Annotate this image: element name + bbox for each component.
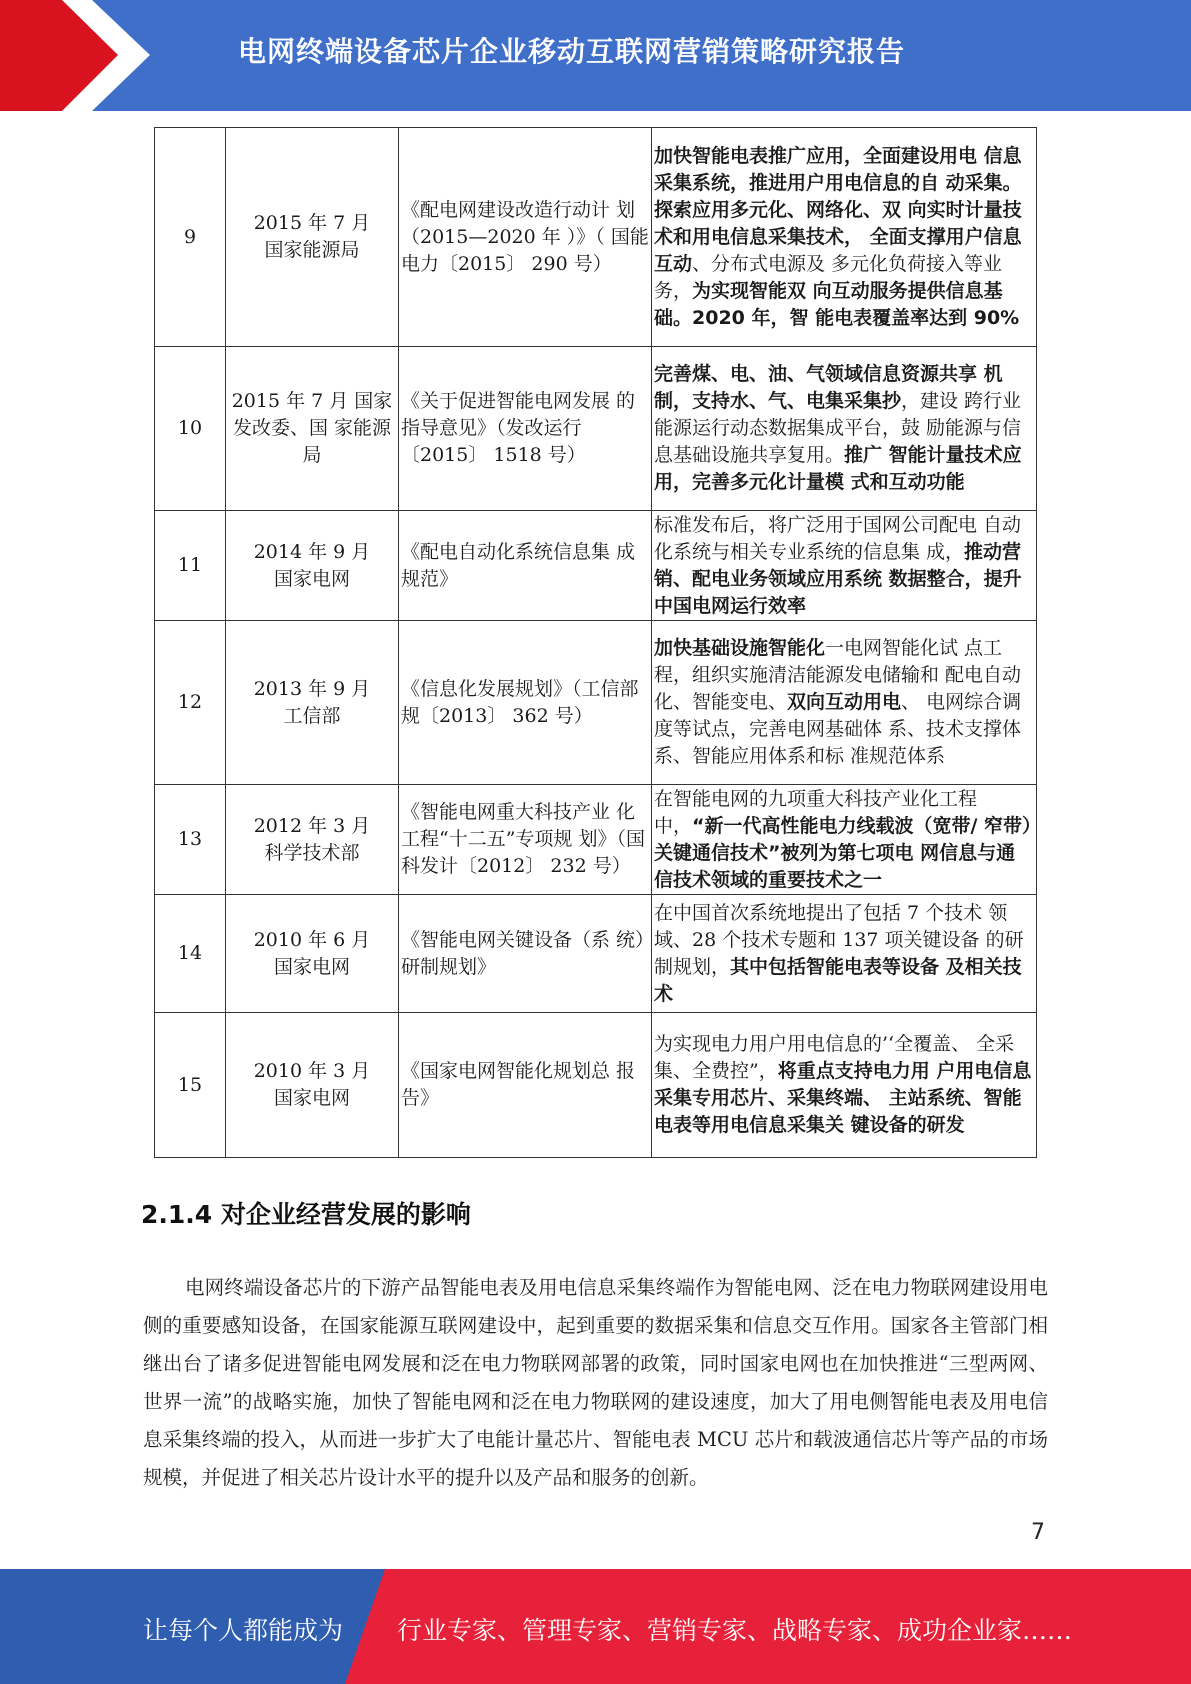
table-row xyxy=(155,1013,1037,1158)
desc-text: 推动营销、配电业务领域应用系统 数据整合，提升中国电网运行效率 xyxy=(654,540,1022,617)
row-date: 2015 年 7 月 国家发改委、国 家能源局 xyxy=(231,390,393,466)
row-number: 15 xyxy=(155,1013,226,1158)
footer-slogan-left: 让每个人都能成为 xyxy=(143,1616,344,1645)
row-issuer: 国家能源局 xyxy=(264,239,360,261)
section-heading: 2.1.4 对企业经营发展的影响 xyxy=(141,1200,471,1229)
header-arrow-decoration xyxy=(0,0,160,111)
desc-text: 在中国首次系统地提出了包括 7 个技术 领域、28 个技术专题和 137 项关键设备 的研制规划， xyxy=(654,901,1024,978)
desc-text: 推广 智能计量技术应用，完善多元化计量模 式和互动功能 xyxy=(654,444,1022,493)
row-issuer: 科学技术部 xyxy=(264,841,360,864)
row-date: 2010 年 6 月 xyxy=(253,928,371,951)
row-date-issuer xyxy=(226,347,399,511)
desc-text: 加快基础设施智能化 xyxy=(654,637,826,659)
row-issuer: 国家电网 xyxy=(273,567,350,590)
header-title: 电网终端设备芯片企业移动互联网营销策略研究报告 xyxy=(238,35,906,68)
row-document: 《信息化发展规划》（工信部规〔2013〕 362 号） xyxy=(399,621,652,785)
desc-text: ，建设 跨行业能源运行动态数据集成平台，鼓 励能源与信息基础设施共享复用。 xyxy=(654,390,1022,466)
row-document: 《国家电网智能化规划总 报告》 xyxy=(399,1013,652,1158)
row-number: 14 xyxy=(155,895,226,1013)
desc-text: 其中包括智能电表等设备 及相关技术 xyxy=(654,955,1022,1005)
row-number: 11 xyxy=(155,511,226,621)
row-date: 2014 年 9 月 xyxy=(253,540,371,563)
table-row xyxy=(155,785,1037,895)
row-date: 2012 年 3 月 xyxy=(253,814,371,837)
row-description xyxy=(652,347,1037,511)
row-description xyxy=(652,621,1037,785)
header-bar xyxy=(0,0,1191,111)
desc-text: 一电网智能化试 点工程，组织实施清洁能源发电储输和 配电自动化、智能变电、 xyxy=(654,637,1022,713)
table-row xyxy=(155,511,1037,621)
row-number: 13 xyxy=(155,785,226,895)
desc-text: 为实现智能双 向互动服务提供信息基础。2020 年，智 能电表覆盖率达到 90% xyxy=(654,279,1020,329)
page-number: 7 xyxy=(1031,1520,1045,1545)
desc-text: 、分布式电源及 多元化负荷接入等业务， xyxy=(654,252,1003,302)
row-date: 2013 年 9 月 xyxy=(253,677,371,700)
row-description xyxy=(652,511,1037,621)
desc-text: 完善煤、电、油、气领域信息资源共享 机制，支持水、气、电集采集抄 xyxy=(654,363,1003,412)
row-date: 2015 年 7 月 xyxy=(253,212,371,234)
desc-text: 为实现电力用户用电信息的’‘全覆盖、 全采集、全费控”， xyxy=(654,1033,1015,1082)
row-document: 《配电自动化系统信息集 成规范》 xyxy=(399,511,652,621)
desc-text: 在智能电网的九项重大科技产业化工程 中， xyxy=(654,787,978,837)
row-issuer: 国家电网 xyxy=(273,955,350,978)
desc-text: “新一代高性能电力线载波（宽带/ 窄带）关键通信技术”被列为第七项电 网信息与通信技术领域的重要技术之一 xyxy=(654,814,1032,891)
row-number: 10 xyxy=(155,347,226,511)
row-date-issuer xyxy=(226,895,399,1013)
row-document: 《配电网建设改造行动计 划（2015—2020 年 ）》（ 国能电力〔2015〕 290 号） xyxy=(399,128,652,347)
row-date-issuer xyxy=(226,128,399,347)
desc-text: 将重点支持电力用 户用电信息采集专用芯片、采集终端、 主站系统、智能电表等用电信息采集关 键设备的研发 xyxy=(654,1060,1032,1136)
desc-text: 、 电网综合调度等试点，完善电网基础体 系、技术支撑体系、智能应用体系和标 准规范体系 xyxy=(654,691,1022,767)
table-row xyxy=(155,621,1037,785)
row-number: 9 xyxy=(155,128,226,347)
row-document: 《智能电网关键设备（系 统）研制规划》 xyxy=(399,895,652,1013)
table-row xyxy=(155,895,1037,1013)
footer-slogan-right: 行业专家、管理专家、营销专家、战略专家、成功企业家…… xyxy=(397,1616,1073,1645)
row-issuer: 国家电网 xyxy=(273,1087,350,1109)
row-document: 《智能电网重大科技产业 化工程“十二五”专项规 划》（国科发计〔2012〕 232 号） xyxy=(399,785,652,895)
row-number: 12 xyxy=(155,621,226,785)
body-paragraph: 电网终端设备芯片的下游产品智能电表及用电信息采集终端作为智能电网、泛在电力物联网建设用电侧的重要感知设备，在国家能源互联网建设中，起到重要的数据采集和信息交互作用。国家各主管部门相继出台了诸多促进智能电网发展和泛在电力物联网部署的政策，同时国家电网也在加快推进“三型两网、世界一流”的战略实施，加快了智能电网和泛在电力物联网的建设速度，加大了用电侧智能电表及用电信息采集终端的投入，从而进一步扩大了电能计量芯片、智能电表 MCU 芯片和载波通信芯片等产品的市场规模，并促进了相关芯片设计水平的提升以及产品和服务的创新。 xyxy=(143,1276,1048,1489)
table-row xyxy=(155,128,1037,347)
row-document: 《关于促进智能电网发展 的指导意见》（发改运行〔2015〕 1518 号） xyxy=(399,347,652,511)
desc-text: 标准发布后，将广泛用于国网公司配电 自动化系统与相关专业系统的信息集 成， xyxy=(654,513,1022,563)
desc-text: 双向互动用电 xyxy=(787,691,902,713)
row-description xyxy=(652,128,1037,347)
row-date-issuer xyxy=(226,785,399,895)
table-row xyxy=(155,347,1037,511)
row-date: 2010 年 3 月 xyxy=(253,1060,371,1082)
row-description xyxy=(652,895,1037,1013)
row-date-issuer xyxy=(226,1013,399,1158)
row-description xyxy=(652,785,1037,895)
row-date-issuer xyxy=(226,621,399,785)
desc-text: 加快智能电表推广应用，全面建设用电 信息采集系统，推进用户用电信息的自 动采集。探索应用多元化、网络化、双 向实时计量技术和用电信息采集技术， 全面支撑用户信息互动 xyxy=(654,144,1022,275)
policy-table xyxy=(154,127,1037,1158)
row-description xyxy=(652,1013,1037,1158)
row-date-issuer xyxy=(226,511,399,621)
row-issuer: 工信部 xyxy=(283,704,341,727)
